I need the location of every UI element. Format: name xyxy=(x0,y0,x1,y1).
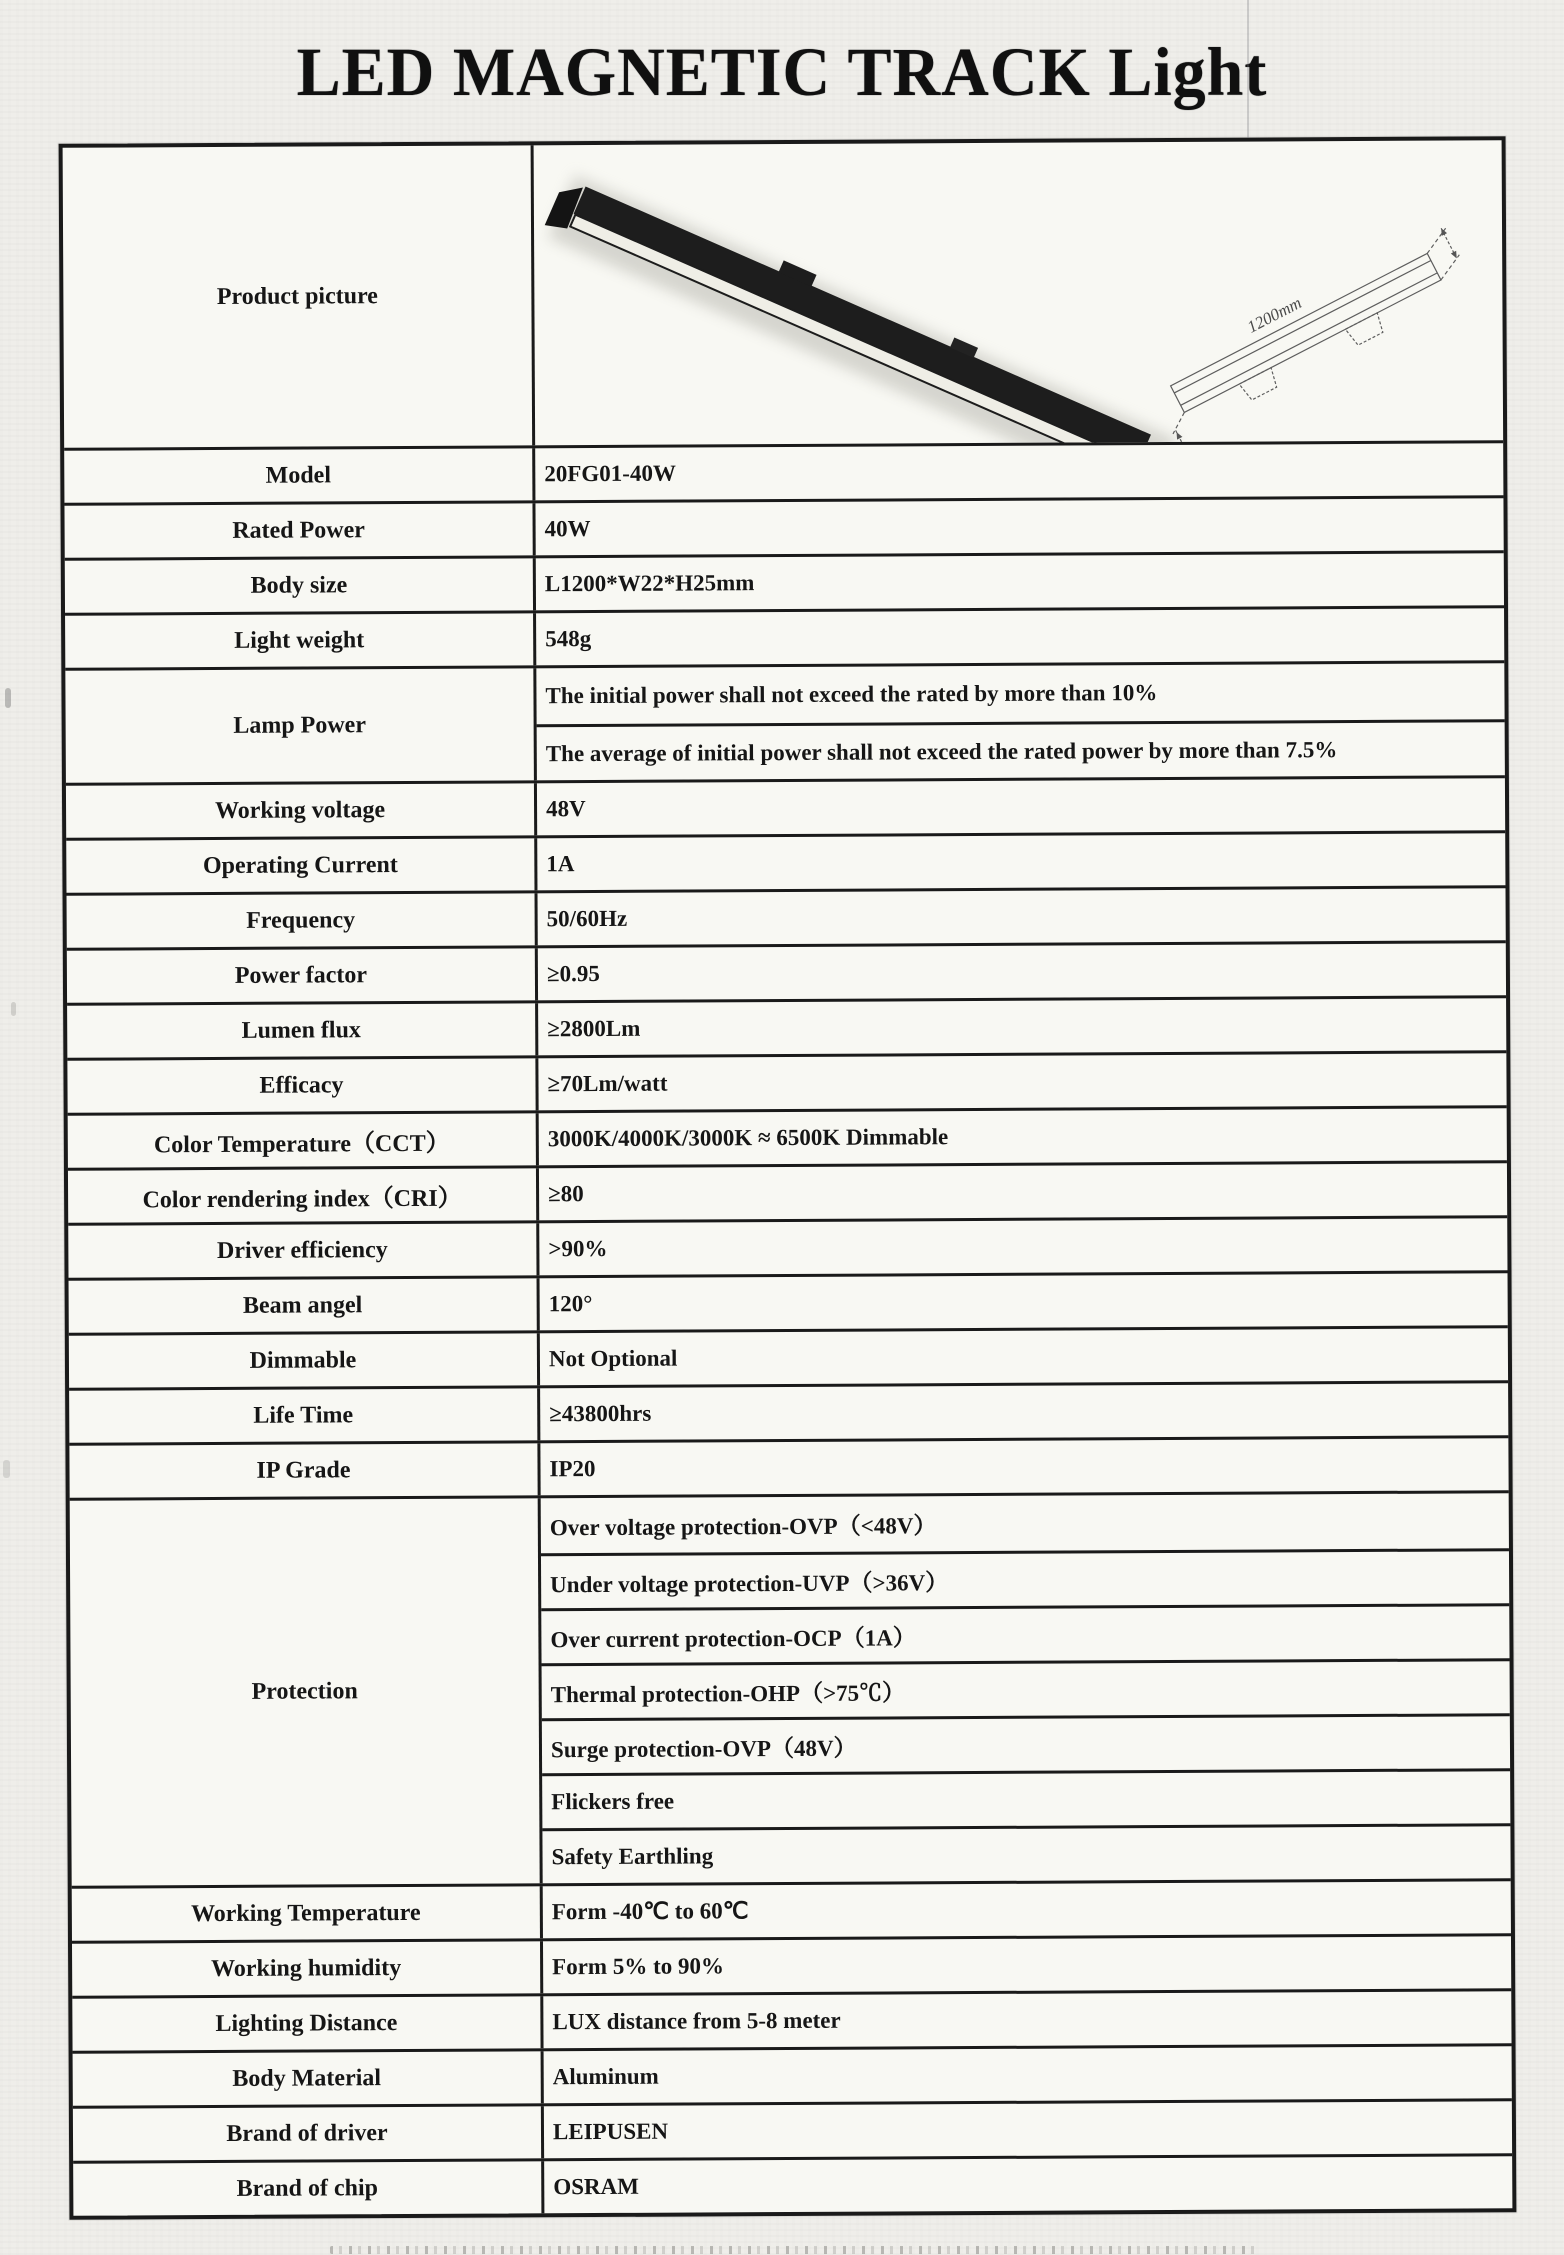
row-value: Surge protection-OVP（48V） xyxy=(542,1713,1510,1773)
row-value: LEIPUSEN xyxy=(541,2101,1512,2158)
row-value: LUX distance from 5-8 meter xyxy=(540,1991,1511,2048)
row-label: Color rendering index（CRI） xyxy=(142,1185,462,1213)
row-label: Product picture xyxy=(216,282,378,310)
row-value: 1A xyxy=(534,833,1505,890)
row-label: Brand of driver xyxy=(226,2119,388,2147)
product-picture-cell xyxy=(531,140,1504,445)
row-label: Lamp Power xyxy=(233,711,367,739)
product-photo-black-bar xyxy=(541,167,1180,446)
row-value: IP20 xyxy=(537,1438,1508,1495)
row-label: Life Time xyxy=(253,1401,354,1429)
row-label: Color Temperature（CCT） xyxy=(153,1130,450,1158)
scan-artifact-line xyxy=(1247,0,1249,138)
row-value: Thermal protection-OHP（>75℃） xyxy=(542,1658,1510,1718)
table-row-dimmable xyxy=(69,1325,1508,1388)
scan-bottom-edge-artifact xyxy=(330,2246,1260,2254)
row-label: Working voltage xyxy=(214,796,386,824)
row-label: Working humidity xyxy=(211,1954,402,1982)
row-value: The initial power shall not exceed the rated by more than 10% xyxy=(545,680,1158,709)
scan-smudge xyxy=(3,1460,10,1478)
product-picture xyxy=(534,140,1504,445)
product-diagram-wireframe xyxy=(1141,218,1495,445)
row-value: 50/60Hz xyxy=(535,888,1506,945)
row-value: Form -40℃ to 60℃ xyxy=(540,1881,1511,1938)
row-label: Power factor xyxy=(234,961,368,989)
table-row-lumen-flux xyxy=(67,995,1506,1058)
row-label: Rated Power xyxy=(232,516,365,544)
table-row-rated-power xyxy=(64,495,1503,558)
dimension-label: 1200mm xyxy=(1244,293,1305,337)
row-value: Aluminum xyxy=(541,2046,1512,2103)
table-row-efficacy xyxy=(67,1050,1506,1113)
row-value: ≥80 xyxy=(536,1163,1507,1220)
row-value: Safety Earthling xyxy=(542,1823,1510,1883)
table-row-light-weight xyxy=(65,605,1504,668)
row-label: Brand of chip xyxy=(236,2174,379,2202)
row-value: Over voltage protection-OVP（<48V） xyxy=(549,1513,937,1541)
row-value: 48V xyxy=(534,778,1505,835)
table-row-brand-of-driver xyxy=(73,2098,1512,2161)
row-label: Frequency xyxy=(246,906,356,934)
row-label: Driver efficiency xyxy=(216,1236,388,1264)
row-label: Light weight xyxy=(234,626,365,654)
table-row-model xyxy=(64,440,1503,503)
row-value: ≥43800hrs xyxy=(537,1383,1508,1440)
row-value: 40W xyxy=(532,498,1503,555)
row-value: The average of initial power shall not exceed the rated power by more than 7.5% xyxy=(537,719,1505,780)
row-value: ≥70Lm/watt xyxy=(535,1053,1506,1110)
row-value: 3000K/4000K/3000K ≈ 6500K Dimmable xyxy=(536,1108,1507,1165)
table-row-driver-efficiency xyxy=(68,1215,1507,1278)
row-value: ≥0.95 xyxy=(535,943,1506,1000)
table-row-beam-angel xyxy=(69,1270,1508,1333)
table-row-body-size xyxy=(65,550,1504,613)
table-row-brand-of-chip xyxy=(73,2153,1512,2216)
row-label: IP Grade xyxy=(256,1456,351,1484)
row-value: Under voltage protection-UVP（>36V） xyxy=(541,1548,1509,1608)
table-row-body-material xyxy=(73,2043,1512,2106)
table-row-protection xyxy=(70,1490,1511,1886)
table-row-operating-current xyxy=(66,830,1505,893)
row-value: 20FG01-40W xyxy=(532,443,1503,500)
row-label: Lighting Distance xyxy=(215,2009,398,2037)
table-row-lighting-distance xyxy=(72,1988,1511,2051)
row-label: Model xyxy=(265,461,332,489)
table-row-working-temperature xyxy=(72,1878,1511,1941)
row-label: Body Material xyxy=(232,2064,382,2092)
row-label: Operating Current xyxy=(202,851,398,879)
row-value: ≥2800Lm xyxy=(535,998,1506,1055)
row-value: Over current protection-OCP（1A） xyxy=(541,1603,1509,1663)
row-value: >90% xyxy=(536,1218,1507,1275)
row-label: Efficacy xyxy=(259,1071,344,1099)
table-row-color-temperature xyxy=(68,1105,1507,1168)
table-row-ip-grade xyxy=(69,1435,1508,1498)
spec-table xyxy=(59,136,1517,2220)
lamp-power-values xyxy=(533,663,1505,780)
row-label: Dimmable xyxy=(249,1346,357,1374)
row-label: Working Temperature xyxy=(190,1899,421,1927)
row-value: Not Optional xyxy=(537,1328,1508,1385)
table-row-cri xyxy=(68,1160,1507,1223)
table-row-product-picture xyxy=(63,140,1504,448)
table-row-working-voltage xyxy=(66,775,1505,838)
row-value: 120° xyxy=(537,1273,1508,1330)
scan-smudge xyxy=(5,688,11,708)
table-row-working-humidity xyxy=(72,1933,1511,1996)
scan-smudge xyxy=(11,1002,16,1016)
row-label: Beam angel xyxy=(242,1291,363,1319)
protection-values xyxy=(538,1493,1511,1883)
row-value: L1200*W22*H25mm xyxy=(533,553,1504,610)
table-row-frequency xyxy=(66,885,1505,948)
table-row-power-factor xyxy=(67,940,1506,1003)
row-value: Form 5% to 90% xyxy=(540,1936,1511,1993)
table-row-lamp-power xyxy=(65,660,1505,783)
row-label: Body size xyxy=(250,571,348,599)
row-label: Protection xyxy=(251,1678,358,1705)
table-row-life-time xyxy=(69,1380,1508,1443)
row-label: Lumen flux xyxy=(241,1016,361,1044)
page-title: LED MAGNETIC TRACK Light xyxy=(296,34,1268,111)
row-value: 548g xyxy=(533,608,1504,665)
row-value: OSRAM xyxy=(541,2156,1512,2213)
row-value: Flickers free xyxy=(542,1768,1510,1828)
